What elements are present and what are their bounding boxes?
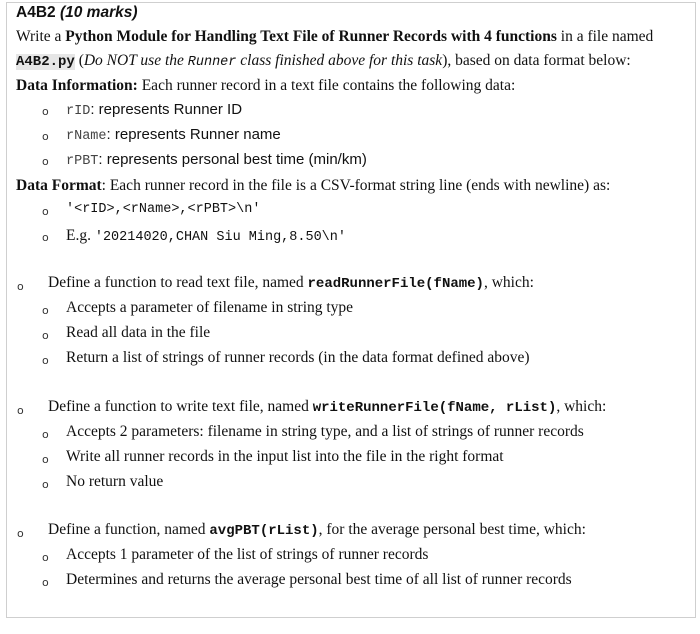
intro-paren: ( (74, 52, 84, 69)
bullet-icon: o (17, 404, 24, 417)
data-info-text: Each runner record in a text file contains the following data: (137, 77, 516, 94)
data-info-item (66, 151, 367, 169)
data-format (16, 177, 610, 195)
field-description: : represents Runner name (106, 126, 281, 143)
bullet-icon: o (42, 354, 49, 367)
function-intro-end: , which: (483, 274, 534, 291)
bullet-icon: o (42, 428, 49, 441)
intro-note: Do NOT use the (83, 52, 188, 69)
function-item: Read all data in the file (66, 324, 211, 341)
bullet-icon: o (42, 231, 49, 244)
function-intro-end: , which: (556, 398, 607, 415)
bullet-icon: o (42, 478, 49, 491)
field-code: rID (66, 104, 91, 119)
bullet-icon: o (42, 130, 49, 143)
function-signature: avgPBT(rList) (209, 523, 319, 539)
function-signature: writeRunnerFile(fName, rList) (312, 400, 557, 416)
intro-module-title: Python Module for Handling Text File of Runner Records with 4 functions (65, 28, 557, 45)
intro-text: Write a (16, 28, 66, 45)
data-information (16, 77, 515, 95)
question-marks: (10 marks) (59, 4, 138, 21)
intro-line-1 (16, 28, 653, 46)
data-info-label: Data Information: (16, 77, 138, 94)
function-read-heading (48, 274, 534, 292)
bullet-icon: o (42, 453, 49, 466)
bullet-icon: o (42, 105, 49, 118)
function-item: Accepts 2 parameters: filename in string type, and a list of strings of runner records (66, 423, 584, 440)
intro-note-end: class finished above for this task (236, 52, 443, 69)
function-item: Determines and returns the average personal best time of all list of runner records (66, 571, 572, 588)
data-info-item (66, 126, 281, 144)
format-example (66, 227, 346, 245)
function-intro: Define a function to read text file, named (48, 274, 308, 291)
intro-text-end: in a file named (556, 28, 654, 45)
bullet-icon: o (17, 280, 24, 293)
intro-line2-end: ), based on data format below: (442, 52, 631, 69)
format-string: '<rID>,<rName>,<rPBT>\n' (66, 202, 261, 217)
function-signature: readRunnerFile(fName) (307, 276, 484, 292)
example-string: '20214020,CHAN Siu Ming,8.50\n' (94, 230, 346, 245)
function-avg-heading (48, 521, 586, 539)
data-info-item (66, 101, 242, 119)
question-code: A4B2 (16, 4, 56, 21)
function-item: Write all runner records in the input list into the file in the right format (66, 448, 504, 465)
function-item: No return value (66, 473, 164, 490)
bullet-icon: o (17, 527, 24, 540)
function-item: Return a list of strings of runner records (in the data format defined above) (66, 349, 530, 366)
function-write-heading (48, 398, 606, 416)
function-item: Accepts 1 parameter of the list of strings of runner records (66, 546, 429, 563)
bullet-icon: o (42, 155, 49, 168)
question-header (16, 4, 138, 22)
field-code: rName (66, 129, 107, 144)
bullet-icon: o (42, 576, 49, 589)
data-format-text: : Each runner record in the file is a CSV-format string line (ends with newline) as: (101, 177, 611, 194)
bullet-icon: o (42, 329, 49, 342)
bullet-icon: o (42, 304, 49, 317)
example-label: E.g. (66, 227, 95, 244)
bullet-icon: o (42, 551, 49, 564)
field-description: : represents Runner ID (90, 101, 243, 118)
field-description: : represents personal best time (min/km) (98, 151, 367, 168)
intro-line-2 (16, 52, 631, 70)
runner-class-code: Runner (187, 55, 237, 70)
bullet-icon: o (42, 205, 49, 218)
filename: A4B2.py (16, 54, 75, 70)
field-code: rPBT (66, 154, 99, 169)
function-intro-end: , for the average personal best time, which: (318, 521, 586, 538)
function-item: Accepts a parameter of filename in string type (66, 299, 354, 316)
data-format-label: Data Format (16, 177, 102, 194)
function-intro: Define a function, named (48, 521, 210, 538)
function-intro: Define a function to write text file, named (48, 398, 313, 415)
